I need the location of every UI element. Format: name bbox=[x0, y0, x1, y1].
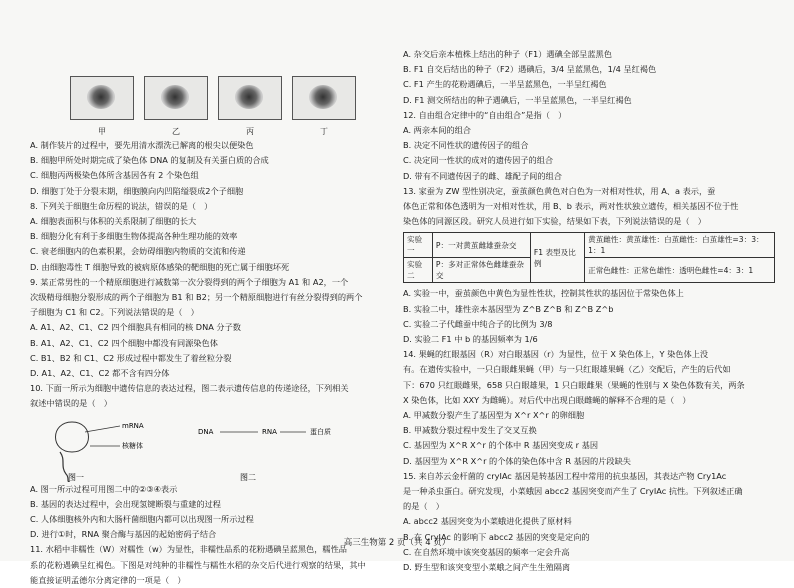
chromosome-mark bbox=[309, 85, 337, 109]
cell-labels bbox=[70, 124, 402, 138]
chromosome-mark bbox=[87, 85, 115, 109]
table-row bbox=[404, 258, 775, 283]
text-line: 的是（ ） bbox=[403, 501, 444, 512]
left-column bbox=[30, 52, 402, 588]
expression-diagram bbox=[30, 412, 402, 482]
table-cell: P：多对正常体色雌雄蚕杂交 bbox=[432, 258, 530, 283]
text-line: C. 基因型为 X^R X^r 的个体中 R 基因突变成 r 基因 bbox=[403, 440, 599, 451]
protein-label: 蛋白质 bbox=[310, 427, 331, 436]
chromosome-mark bbox=[235, 85, 263, 109]
text-line: A. 杂交后亲本植株上结出的种子（F1）遇碘全部呈蓝黑色 bbox=[403, 49, 612, 59]
text-line: B. 细胞分化有利于多细胞生物体提高各种生理功能的效率 bbox=[30, 231, 238, 242]
text-line: 10. 下面一所示为细胞中遗传信息的表达过程，图二表示遗传信息的传递途径，下列相关 bbox=[30, 383, 349, 394]
chromosome-mark bbox=[161, 85, 189, 109]
text-line: C. B1、B2 和 C1、C2 形成过程中都发生了着丝粒分裂 bbox=[30, 352, 232, 363]
text-line: 子细胞为 C1 和 C2。下列说法错误的是（ ） bbox=[30, 307, 199, 318]
text-line: B. 在 CryIAc 的影响下 abcc2 基因的突变是定向的 bbox=[403, 531, 590, 542]
cell-bing bbox=[218, 76, 282, 120]
text-line: C. 人体细胞核外内和大肠杆菌细胞内都可以出现图一所示过程 bbox=[30, 514, 254, 525]
cell-yi bbox=[144, 76, 208, 120]
text-line: 14. 果蝇的红眼基因（R）对白眼基因（r）为显性，位于 X 染色体上，Y 染色体上没 bbox=[403, 349, 709, 360]
cell-label: 甲 bbox=[98, 127, 106, 136]
text-line: B. 基因的表达过程中，会出现氢键断裂与重建的过程 bbox=[30, 498, 221, 509]
text-line: C. 细胞丙两极染色体所含基因各有 2 个染色组 bbox=[30, 170, 199, 181]
caption-fig2: 图二 bbox=[240, 472, 256, 482]
cell-label: 乙 bbox=[172, 127, 180, 136]
text-line: 叙述中错误的是（ ） bbox=[30, 398, 112, 409]
cell-label: 丙 bbox=[246, 127, 254, 136]
table-cell: F1 表型及比例 bbox=[530, 233, 584, 283]
cell-jia bbox=[70, 76, 134, 120]
text-line: A. abcc2 基因突变为小菜蛾进化提供了原材料 bbox=[403, 516, 572, 527]
question-block bbox=[403, 47, 775, 229]
text-line: D. 由细胞毒性 T 细胞导致的被病原体感染的靶细胞的死亡属于细胞坏死 bbox=[30, 261, 290, 272]
text-line: A. 细胞表面积与体积的关系限制了细胞的长大 bbox=[30, 216, 197, 227]
text-line: 有。在遗传实验中，一只白眼雌果蝇（甲）与一只红眼雄果蝇（乙）交配后，产生的后代如 bbox=[403, 364, 731, 375]
text-line: 12. 自由组合定律中的“自由组合”是指（ ） bbox=[403, 109, 567, 120]
text-line: C. 实验二子代雌蚕中纯合子的比例为 3/8 bbox=[403, 318, 553, 329]
text-line: D. 细胞丁处于分裂末期，细胞膜向内凹陷缢裂成2个子细胞 bbox=[30, 185, 244, 196]
cell-division-figure bbox=[70, 76, 402, 124]
text-line: 系的花粉遇碘呈红褐色。下图是对纯种的非糯性与糯性水稻的杂交后代进行观察的结果，其中 bbox=[30, 559, 366, 570]
ribosome-label: 核糖体 bbox=[122, 441, 143, 450]
text-line: D. 带有不同遗传因子的雌、雄配子间的组合 bbox=[403, 170, 562, 181]
gene-expression-figure bbox=[30, 412, 402, 482]
text-line: 11. 水稻中非糯性（W）对糯性（w）为显性，非糯性品系的花粉遇碘呈蓝黑色，糯性品 bbox=[30, 544, 347, 555]
question-block bbox=[30, 482, 402, 588]
text-line: 下：670 只红眼雌果，658 只白眼雄果，1 只白眼雌果（果蝇的性别与 X 染色体数有关，两条 bbox=[403, 379, 745, 390]
text-line: B. 实验二中，雄性亲本基因型为 Z^B Z^B 和 Z^B Z^b bbox=[403, 303, 614, 314]
text-line: A. 实验一中，蚕茧颜色中黄色为显性性状，控制其性状的基因位于常染色体上 bbox=[403, 288, 684, 299]
experiment-table bbox=[403, 232, 775, 283]
table-cell: 实验一 bbox=[404, 233, 433, 258]
text-line: B. A1、A2、C1、C2 四个细胞中都没有同源染色体 bbox=[30, 337, 218, 348]
text-line: 是一种杀虫蛋白。研究发现，小菜蛾因 abcc2 基因突变而产生了 CryIAc 抗性。下列叙述正确 bbox=[403, 486, 743, 497]
text-line: X 染色体，比如 XXY 为雌蝇）。对后代中出现白眼雌蝇的解释不合理的是（ ） bbox=[403, 394, 691, 405]
text-line: 13. 家蚕为 ZW 型性别决定，蚕茧颜色黄色对白色为一对相对性状，用 A、a 表示，蚕 bbox=[403, 185, 716, 196]
text-line: D. A1、A2、C1、C2 都不含有四分体 bbox=[30, 368, 170, 379]
text-line: 8. 下列关于细胞生命历程的说法，错误的是（ ） bbox=[30, 200, 213, 211]
right-column bbox=[403, 47, 775, 575]
text-line: 染色体的同源区段。研究人员进行如下实验，结果如下表，下列说法错误的是（ ） bbox=[403, 216, 706, 227]
cell-ding bbox=[292, 76, 356, 120]
text-line: B. 决定不同性状的遗传因子的组合 bbox=[403, 140, 529, 151]
text-line: A. 图一所示过程可用图二中的②③④表示 bbox=[30, 483, 178, 494]
text-line: 15. 来自苏云金杆菌的 cryIAc 基因是转基因工程中常用的抗虫基因，其表达产物 Cry1Ac bbox=[403, 470, 727, 481]
rna-label: RNA bbox=[262, 427, 277, 436]
text-line: A. 甲减数分裂产生了基因型为 X^r X^r 的卵细胞 bbox=[403, 410, 585, 421]
caption-fig1: 图一 bbox=[68, 472, 84, 482]
text-line: D. 进行①时，RNA 聚合酶与基因的起始密码子结合 bbox=[30, 529, 217, 540]
cell-label: 丁 bbox=[320, 127, 328, 136]
text-line: 能直接证明孟德尔分离定律的一项是（ ） bbox=[30, 574, 186, 585]
table-cell: 实验二 bbox=[404, 258, 433, 283]
text-line: D. F1 测交所结出的种子遇碘后，一半呈蓝黑色，一半呈红褐色 bbox=[403, 94, 632, 105]
text-line: C. F1 产生的花粉遇碘后，一半呈蓝黑色，一半呈红褐色 bbox=[403, 79, 607, 90]
text-line: 9. 某正常男性的一个精原细胞进行减数第一次分裂得到的两个子细胞为 A1 和 A2，一个 bbox=[30, 276, 349, 287]
dna-label: DNA bbox=[198, 427, 214, 436]
table-cell: P：一对黄茧雌雄蚕杂交 bbox=[432, 233, 530, 258]
text-line: A. 两亲本间的组合 bbox=[403, 125, 471, 136]
text-line: B. 甲减数分裂过程中发生了交叉互换 bbox=[403, 425, 537, 436]
text-line: A. A1、A2、C1、C2 四个细胞具有相同的核 DNA 分子数 bbox=[30, 322, 241, 333]
page-footer: 高三生物第 2 页（共 4 页） bbox=[343, 538, 451, 548]
text-line: D. 实验二 F1 中 b 的基因频率为 1/6 bbox=[403, 334, 538, 345]
text-line: B. F1 自交后结出的种子（F2）遇碘后，3/4 呈蓝黑色，1/4 呈红褐色 bbox=[403, 64, 657, 75]
text-line: 次级精母细胞分裂形成的两个子细胞为 B1 和 B2；另一个精原细胞进行有丝分裂得到的两个 bbox=[30, 292, 363, 303]
table-row bbox=[404, 233, 775, 258]
text-line: D. 野生型和该突变型小菜蛾之间产生生殖隔离 bbox=[403, 562, 571, 573]
table-cell: 正常色雌性：正常色雄性：透明色雌性=4：3：1 bbox=[585, 258, 775, 283]
text-line: D. 基因型为 X^R X^r 的个体的染色体中含 R 基因的片段缺失 bbox=[403, 455, 631, 466]
text-line: C. 在自然环境中该突变基因的频率一定会升高 bbox=[403, 546, 570, 557]
question-block bbox=[403, 286, 775, 575]
question-block bbox=[30, 138, 402, 412]
text-line: C. 衰老细胞内的色素积累，会妨碍细胞内物质的交流和传递 bbox=[30, 246, 246, 257]
text-line: C. 决定同一性状的成对的遗传因子的组合 bbox=[403, 155, 554, 166]
table-cell: 黄茧雌性：黄茧雄性：白茧雌性：白茧雄性=3：3：1：1 bbox=[585, 233, 775, 258]
text-line: A. 制作装片的过程中，要先用清水漂洗已解离的根尖以便染色 bbox=[30, 140, 254, 150]
text-line: B. 细胞甲所处时期完成了染色体 DNA 的复制及有关蛋白质的合成 bbox=[30, 155, 269, 166]
mrna-label: mRNA bbox=[122, 421, 144, 430]
text-line: 体色正常和体色透明为一对相对性状，用 B、b 表示，两对性状独立遗传，相关基因不位于性 bbox=[403, 201, 739, 212]
